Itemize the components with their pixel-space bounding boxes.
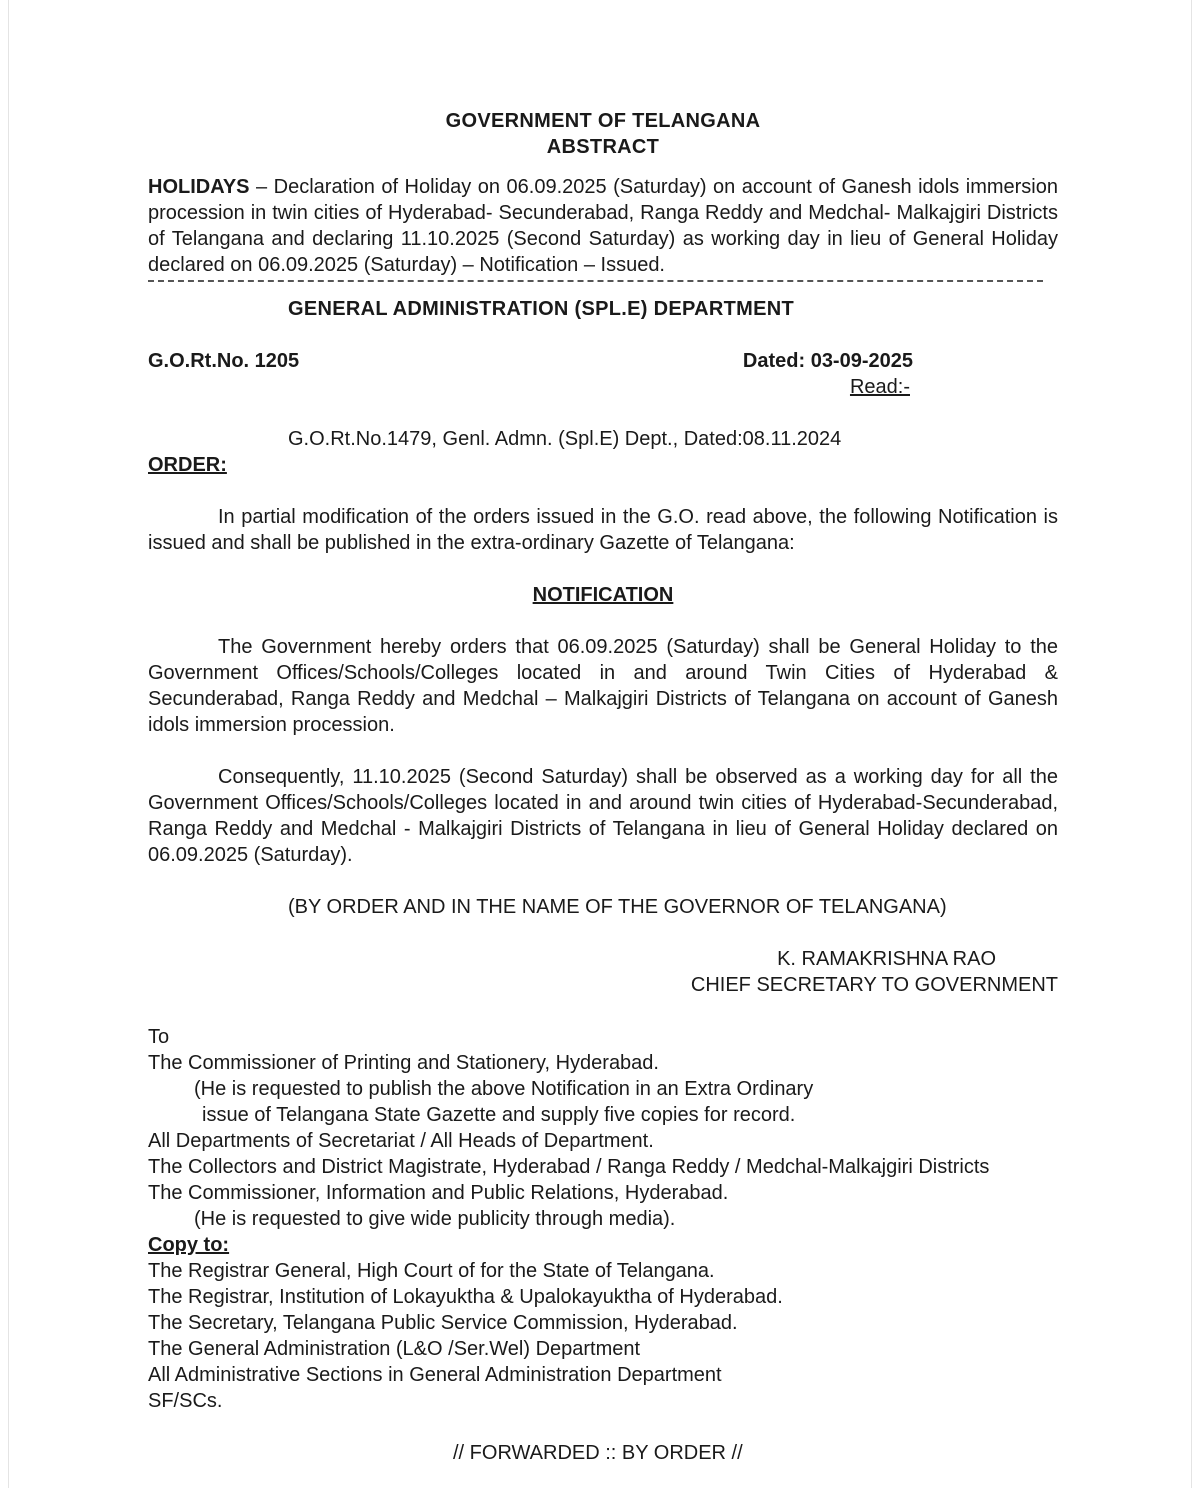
notification-paragraph-1: The Government hereby orders that 06.09.2025 (Saturday) shall be General Holiday to the Government Offices/Schools/Colleges located in and around Twin Cities of Hyderabad & Secunderabad, Ranga Reddy and Medchal – Malkajgiri Districts of Telangana on account of Ganesh idols immersion procession. xyxy=(148,636,1058,736)
notification-heading: NOTIFICATION xyxy=(532,584,674,606)
go-date: Dated: 03-09-2025 xyxy=(742,350,913,372)
subject-text: – Declaration of Holiday on 06.09.2025 (Saturday) on account of Ganesh idols immersion procession in twin cities of Hyderabad- Secunderabad, Ranga Reddy and Medchal- Malkajgiri Districts of Telangana and declaring 11.10.2025 (Second Saturday) as working day in lieu of General Holiday declared on 06.09.2025 (Saturday) – Notification – Issued. xyxy=(148,176,1058,276)
department-title: GENERAL ADMINISTRATION (SPL.E) DEPARTMENT xyxy=(288,298,795,320)
copy-to-item: All Administrative Sections in General Administration Department xyxy=(148,1364,722,1386)
dashed-divider xyxy=(148,280,1043,282)
copy-to-recipients xyxy=(148,1232,1058,1414)
order-heading: ORDER: xyxy=(148,454,227,476)
read-label: Read:- xyxy=(849,376,910,398)
to-item: The Collectors and District Magistrate, Hyderabad / Ranga Reddy / Medchal-Malkajgiri Districts xyxy=(148,1156,990,1178)
abstract-title: ABSTRACT xyxy=(546,136,660,158)
to-item-note: (He is requested to give wide publicity through media). xyxy=(194,1208,676,1230)
to-item: The Commissioner of Printing and Stationery, Hyderabad. xyxy=(148,1052,659,1074)
notification-paragraph-2: Consequently, 11.10.2025 (Second Saturday) shall be observed as a working day for all the Government Offices/Schools/Colleges located in and around twin cities of Hyderabad-Secunderabad, Ranga Reddy and Medchal - Malkajgiri Districts of Telangana in lieu of General Holiday declared on 06.09.2025 (Saturday). xyxy=(148,766,1058,866)
go-number-row xyxy=(148,348,913,374)
copy-to-item: The Secretary, Telangana Public Service Commission, Hyderabad. xyxy=(148,1312,738,1334)
subject-lead: HOLIDAYS xyxy=(148,176,250,198)
forwarded-line: // FORWARDED :: BY ORDER // xyxy=(453,1442,743,1464)
signatory-title: CHIEF SECRETARY TO GOVERNMENT xyxy=(690,974,1058,996)
order-paragraph: In partial modification of the orders issued in the G.O. read above, the following Notification is issued and shall be published in the extra-ordinary Gazette of Telangana: xyxy=(148,506,1058,554)
government-title: GOVERNMENT OF TELANGANA xyxy=(445,110,761,132)
to-recipients xyxy=(148,1024,1058,1232)
signature-block xyxy=(148,946,1058,998)
governor-line: (BY ORDER AND IN THE NAME OF THE GOVERNOR OF TELANGANA) xyxy=(288,896,947,918)
copy-to-item: The General Administration (L&O /Ser.Wel) Department xyxy=(148,1338,641,1360)
to-item: All Departments of Secretariat / All Heads of Department. xyxy=(148,1130,654,1152)
reference-go: G.O.Rt.No.1479, Genl. Admn. (Spl.E) Dept., Dated:08.11.2024 xyxy=(288,428,842,450)
to-item-note: (He is requested to publish the above Notification in an Extra Ordinary xyxy=(194,1078,814,1100)
subject-paragraph xyxy=(148,174,1058,278)
copy-to-item: The Registrar General, High Court of for the State of Telangana. xyxy=(148,1260,715,1282)
signatory-name: K. RAMAKRISHNA RAO xyxy=(777,948,996,970)
government-order-document xyxy=(148,108,1058,1466)
to-label: To xyxy=(148,1026,170,1048)
go-number: G.O.Rt.No. 1205 xyxy=(148,350,300,372)
copy-to-item: The Registrar, Institution of Lokayuktha & Upalokayuktha of Hyderabad. xyxy=(148,1286,783,1308)
to-item: The Commissioner, Information and Public Relations, Hyderabad. xyxy=(148,1182,729,1204)
to-item-note: issue of Telangana State Gazette and supply five copies for record. xyxy=(202,1104,796,1126)
copy-to-item: SF/SCs. xyxy=(148,1390,223,1412)
copy-to-label: Copy to: xyxy=(148,1234,230,1256)
